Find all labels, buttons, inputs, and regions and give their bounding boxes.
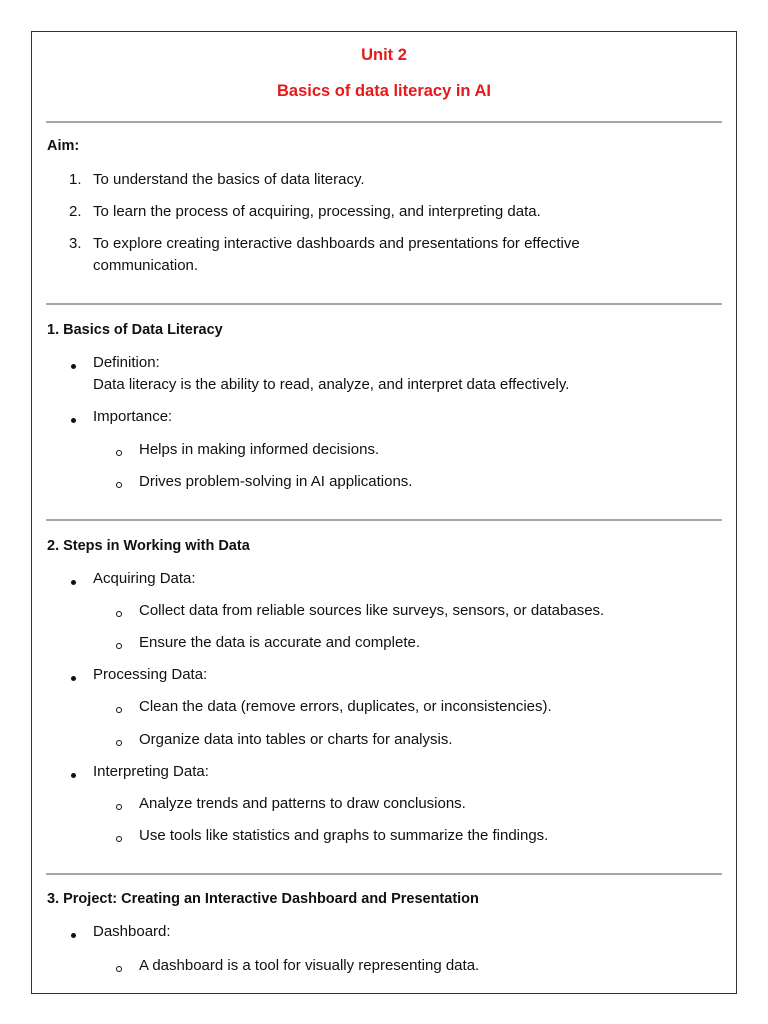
list-item: Collect data from reliable sources like surveys, sensors, or databases. [139, 602, 605, 619]
aim-item-text: To understand the basics of data literacy. [93, 171, 365, 188]
bullet-icon [71, 773, 76, 778]
list-item: Ensure the data is accurate and complete. [139, 634, 421, 651]
aim-heading: Aim: [47, 138, 80, 154]
circle-bullet-icon [116, 836, 122, 842]
circle-bullet-icon [116, 611, 122, 617]
dashboard-label: Dashboard: [93, 923, 171, 940]
divider [46, 873, 722, 875]
aim-item-number: 3. [69, 235, 82, 252]
aim-item-number: 1. [69, 171, 82, 188]
circle-bullet-icon [116, 707, 122, 713]
circle-bullet-icon [116, 482, 122, 488]
aim-item-text-continued: communication. [93, 257, 199, 274]
list-item: Use tools like statistics and graphs to summarize the findings. [139, 827, 549, 844]
list-item: Organize data into tables or charts for analysis. [139, 731, 453, 748]
section-heading: 3. Project: Creating an Interactive Dashboard and Presentation [47, 891, 479, 907]
divider [46, 519, 722, 521]
divider [46, 303, 722, 305]
list-item: Analyze trends and patterns to draw conclusions. [139, 795, 466, 812]
bullet-icon [71, 933, 76, 938]
definition-text: Data literacy is the ability to read, analyze, and interpret data effectively. [93, 376, 570, 393]
processing-label: Processing Data: [93, 666, 208, 683]
aim-item-text: To explore creating interactive dashboards and presentations for effective [93, 235, 580, 252]
circle-bullet-icon [116, 643, 122, 649]
circle-bullet-icon [116, 966, 122, 972]
section-heading: 2. Steps in Working with Data [47, 538, 250, 554]
document-page [31, 31, 737, 994]
list-item: Clean the data (remove errors, duplicates, or inconsistencies). [139, 698, 552, 715]
bullet-icon [71, 676, 76, 681]
bullet-icon [71, 418, 76, 423]
definition-label: Definition: [93, 354, 160, 371]
interpreting-label: Interpreting Data: [93, 763, 209, 780]
list-item: Drives problem-solving in AI applications. [139, 473, 413, 490]
list-item: A dashboard is a tool for visually representing data. [139, 957, 480, 974]
acquiring-label: Acquiring Data: [93, 570, 196, 587]
aim-item-text: To learn the process of acquiring, processing, and interpreting data. [93, 203, 541, 220]
circle-bullet-icon [116, 450, 122, 456]
circle-bullet-icon [116, 804, 122, 810]
aim-item-number: 2. [69, 203, 82, 220]
unit-title: Unit 2 [361, 46, 407, 64]
bullet-icon [71, 364, 76, 369]
bullet-icon [71, 580, 76, 585]
circle-bullet-icon [116, 740, 122, 746]
document-title: Basics of data literacy in AI [277, 82, 491, 100]
divider [46, 121, 722, 123]
importance-label: Importance: [93, 408, 173, 425]
list-item: Helps in making informed decisions. [139, 441, 380, 458]
section-heading: 1. Basics of Data Literacy [47, 322, 223, 338]
